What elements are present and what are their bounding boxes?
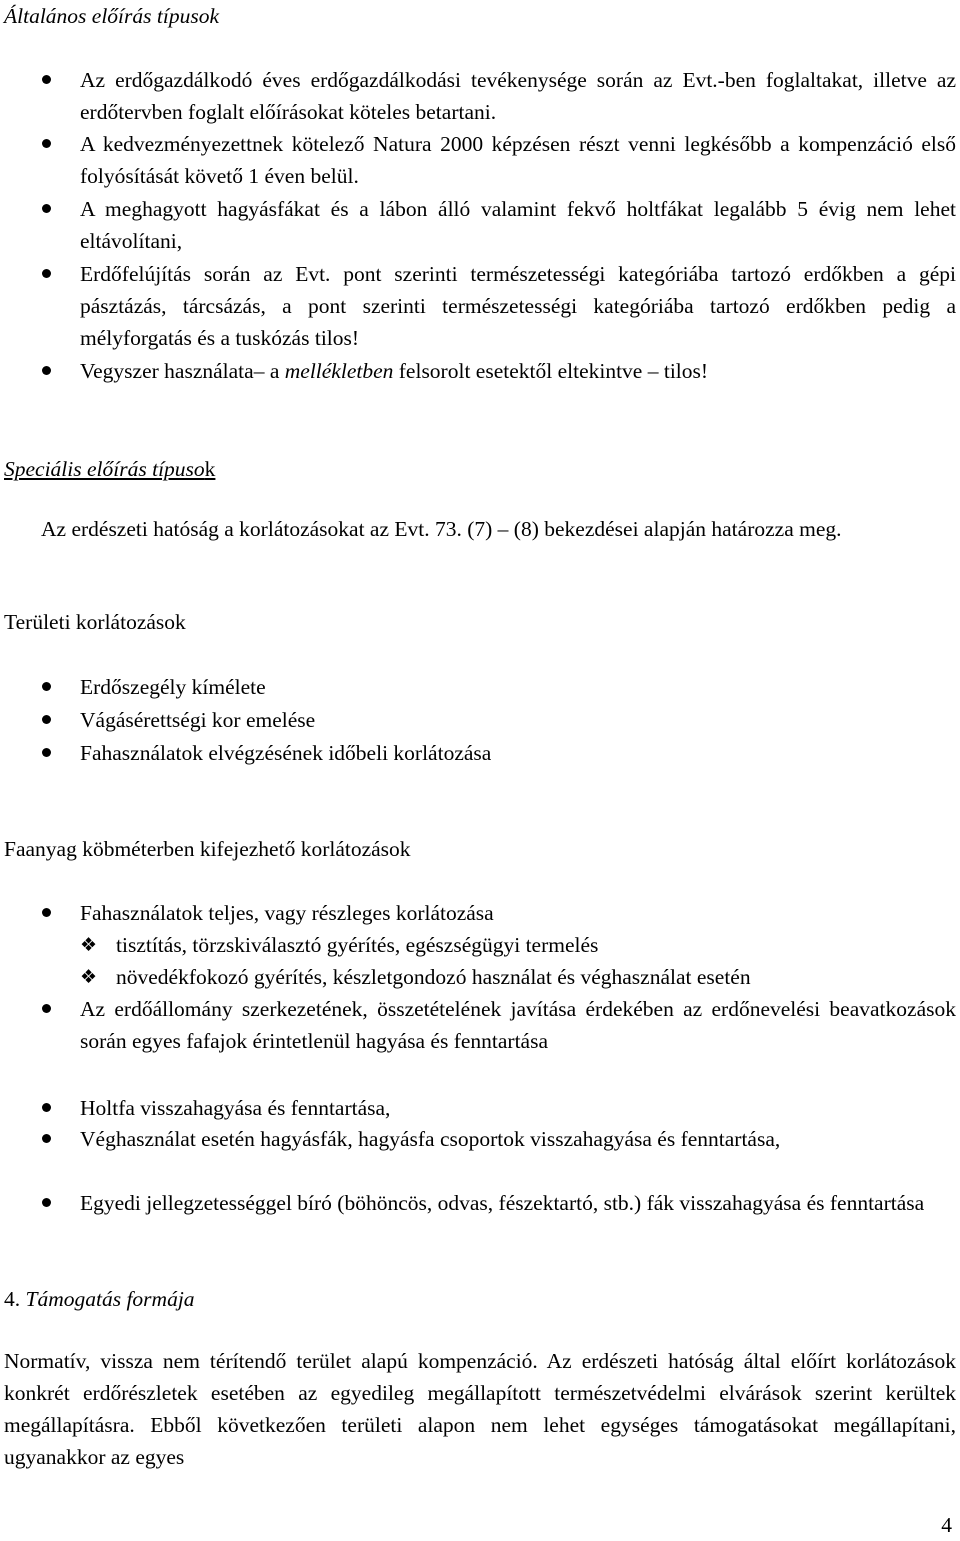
territorial-item-1: Erdőszegély kímélete: [80, 675, 266, 699]
territorial-item-2: Vágásérettségi kor emelése: [80, 708, 316, 732]
bullet-icon: [38, 1004, 52, 1018]
chemical-text-pre: Vegyszer használata– a: [80, 359, 285, 383]
bullet-icon: [38, 139, 52, 153]
volume-heading: Faanyag köbméterben kifejezhető korlátozások: [4, 837, 411, 861]
territorial-heading: Területi korlátozások: [4, 610, 186, 634]
bullet-icon: [38, 75, 52, 89]
volume-item-5: Egyedi jellegzetességgel bíró (böhöncös, odvas, fészektartó, stb.) fák visszahagyása és fenntartása: [80, 1191, 925, 1215]
volume-item-1: Fahasználatok teljes, vagy részleges korlátozása: [80, 901, 494, 925]
bullet-icon: [38, 748, 52, 762]
bullet-icon: [38, 908, 52, 922]
volume-item-3: Holtfa visszahagyása és fenntartása,: [80, 1096, 391, 1120]
page-number: 4: [941, 1513, 952, 1537]
bullet-icon: [38, 715, 52, 729]
support-text: Normatív, vissza nem térítendő terület alapú kompenzáció. Az erdészeti hatóság által előírt korlátozások konkrét erdőrészletek esetében az egyedileg megállapított természetvédelmi elvárások szerint kerültek megállapításra. Ebből következően területi alapon nem lehet egységes támogatásokat megállapítani, ugyanakkor az egyes: [4, 1349, 956, 1469]
volume-subitem-2: növedékfokozó gyérítés, készletgondozó használat és véghasználat esetén: [116, 965, 751, 989]
chemical-text-italic: mellékletben: [284, 359, 394, 383]
bullet-icon: [38, 1103, 52, 1117]
support-title: Támogatás formája: [25, 1287, 195, 1311]
general-item-4: Erdőfelújítás során az Evt. pont szerinti természetességi kategóriába tartozó erdőkben a gépi pásztázás, tárcsázás, a pont szerinti természetességi kategóriába tartozó erdőkben pedig a mélyforgatás és a tuskózás tilos!: [80, 262, 956, 350]
special-heading-b: k: [204, 457, 216, 481]
general-item-2: A kedvezményezettnek kötelező Natura 2000 képzésen részt venni legkésőbb a kompenzáció első folyósítását követő 1 éven belül.: [80, 132, 956, 188]
volume-item-2: Az erdőállomány szerkezetének, összetételének javítása érdekében az erdőnevelési beavatkozások során egyes fafajok érintetlenül hagyása és fenntartása: [80, 997, 956, 1053]
bullet-icon: [38, 366, 52, 380]
general-item-5: [80, 355, 956, 387]
bullet-icon: [38, 1198, 52, 1212]
special-text: Az erdészeti hatóság a korlátozásokat az Evt. 73. (7) – (8) bekezdései alapján határozza meg.: [41, 517, 842, 541]
volume-subitem-1: tisztítás, törzskiválasztó gyérítés, egészségügyi termelés: [116, 933, 599, 957]
bullet-icon: [38, 269, 52, 283]
bullet-icon: [38, 204, 52, 218]
chemical-text-post: felsorolt esetektől eltekintve – tilos!: [393, 359, 709, 383]
general-item-1: Az erdőgazdálkodó éves erdőgazdálkodási tevékenysége során az Evt.-ben foglaltakat, illetve az erdőtervben foglalt előírásokat köteles betartani.: [80, 68, 956, 124]
territorial-item-3: Fahasználatok elvégzésének időbeli korlátozása: [80, 741, 492, 765]
diamond-bullet-icon: ❖: [80, 934, 98, 956]
bullet-icon: [38, 682, 52, 696]
general-item-3: A meghagyott hagyásfákat és a lábon álló valamint fekvő holtfákat legalább 5 évig nem lehet eltávolítani,: [80, 197, 956, 253]
bullet-icon: [38, 1134, 52, 1148]
general-heading: Általános előírás típusok: [4, 4, 219, 28]
special-heading: [4, 453, 215, 485]
diamond-bullet-icon: ❖: [80, 966, 98, 988]
support-heading: [4, 1283, 195, 1315]
special-heading-a: Speciális előírás típuso: [4, 457, 205, 481]
support-number: 4.: [4, 1287, 21, 1311]
volume-item-4: Véghasználat esetén hagyásfák, hagyásfa csoportok visszahagyása és fenntartása,: [80, 1127, 781, 1151]
